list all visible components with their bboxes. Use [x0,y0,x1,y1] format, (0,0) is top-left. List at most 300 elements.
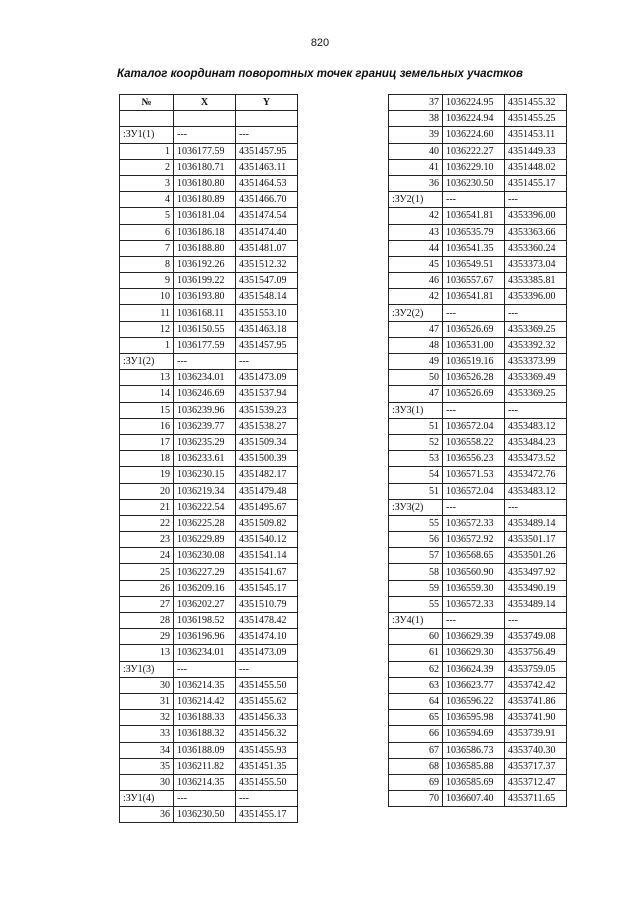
x-coordinate-cell: 1036531.00 [443,337,505,353]
x-coordinate-cell: 1036202.27 [174,596,236,612]
table-row [389,564,567,580]
y-coordinate-cell: 4353373.04 [505,256,567,272]
table-row [120,564,298,580]
y-coordinate-cell: 4351453.11 [505,127,567,143]
x-coordinate-cell: 1036180.80 [174,175,236,191]
x-coordinate-cell: 1036224.95 [443,95,505,111]
table-row [120,240,298,256]
x-coordinate-cell: 1036557.67 [443,273,505,289]
table-row [389,175,567,191]
point-number-cell: 21 [120,499,174,515]
table-row [120,208,298,224]
x-coordinate-cell: 1036229.89 [174,532,236,548]
table-row [389,159,567,175]
point-number-cell: 30 [120,774,174,790]
y-coordinate-cell: 4351455.62 [236,693,298,709]
y-coordinate-cell: 4353396.00 [505,208,567,224]
x-coordinate-cell: --- [174,791,236,807]
table-row [120,726,298,742]
table-row [120,629,298,645]
point-number-cell: 34 [120,742,174,758]
table-row [120,192,298,208]
x-coordinate-cell: --- [443,613,505,629]
point-number-cell: 54 [389,467,443,483]
y-coordinate-cell: 4353473.52 [505,451,567,467]
x-coordinate-cell: 1036177.59 [174,337,236,353]
x-coordinate-cell: 1036227.29 [174,564,236,580]
table-row [120,175,298,191]
point-number-cell: 20 [120,483,174,499]
y-coordinate-cell: 4351510.79 [236,596,298,612]
y-coordinate-cell: 4353741.90 [505,710,567,726]
y-coordinate-cell: --- [236,354,298,370]
table-row [389,240,567,256]
point-number-cell: 62 [389,661,443,677]
point-number-cell: 65 [389,710,443,726]
table-row [389,693,567,709]
table-row [120,483,298,499]
y-coordinate-cell: 4351455.17 [505,175,567,191]
table-row [389,256,567,272]
point-number-cell: 58 [389,564,443,580]
table-row [389,95,567,111]
x-coordinate-cell: 1036594.69 [443,726,505,742]
x-coordinate-cell: --- [174,661,236,677]
y-coordinate-cell: 4351509.34 [236,434,298,450]
x-coordinate-cell: 1036596.22 [443,693,505,709]
y-coordinate-cell: 4353369.25 [505,386,567,402]
y-coordinate-cell: 4353490.19 [505,580,567,596]
point-number-cell: 36 [120,807,174,823]
x-coordinate-cell: 1036560.90 [443,564,505,580]
table-row [120,305,298,321]
y-coordinate-cell: 4353472.76 [505,467,567,483]
x-coordinate-cell: 1036193.80 [174,289,236,305]
x-coordinate-cell: 1036180.71 [174,159,236,175]
table-row [120,451,298,467]
x-coordinate-cell: --- [443,402,505,418]
table-row [120,159,298,175]
x-coordinate-cell: 1036235.29 [174,434,236,450]
table-row [120,111,298,127]
y-coordinate-cell: 4351479.48 [236,483,298,499]
table-row [120,710,298,726]
x-coordinate-cell: --- [443,305,505,321]
y-coordinate-cell: 4353369.25 [505,321,567,337]
x-coordinate-cell: 1036177.59 [174,143,236,159]
point-number-cell: 1 [120,337,174,353]
point-number-cell: :ЗУ3(1) [389,402,443,418]
point-number-cell: :ЗУ2(2) [389,305,443,321]
table-row [389,386,567,402]
point-number-cell: :ЗУ1(2) [120,354,174,370]
header-x: X [174,95,236,111]
point-number-cell: 60 [389,629,443,645]
point-number-cell: :ЗУ1(3) [120,661,174,677]
y-coordinate-cell: 4351463.11 [236,159,298,175]
point-number-cell: 8 [120,256,174,272]
table-row [120,143,298,159]
y-coordinate-cell: 4353396.00 [505,289,567,305]
table-row [120,402,298,418]
point-number-cell: 64 [389,693,443,709]
x-coordinate-cell: 1036519.16 [443,354,505,370]
x-coordinate-cell: 1036188.80 [174,240,236,256]
table-row [120,645,298,661]
table-row [120,661,298,677]
x-coordinate-cell: 1036629.39 [443,629,505,645]
x-coordinate-cell: 1036224.60 [443,127,505,143]
x-coordinate-cell: 1036595.98 [443,710,505,726]
table-row [120,532,298,548]
y-coordinate-cell: 4351466.70 [236,192,298,208]
x-coordinate-cell: 1036196.96 [174,629,236,645]
point-number-cell: 44 [389,240,443,256]
x-coordinate-cell: --- [443,192,505,208]
point-number-cell: 22 [120,515,174,531]
point-number-cell: 37 [389,95,443,111]
point-number-cell: 7 [120,240,174,256]
table-row [120,596,298,612]
x-coordinate-cell: 1036214.42 [174,693,236,709]
y-coordinate-cell: 4351553.10 [236,305,298,321]
x-coordinate-cell: 1036572.33 [443,515,505,531]
coordinates-table-left [119,94,298,823]
y-coordinate-cell: 4351457.95 [236,143,298,159]
y-coordinate-cell: 4351547.09 [236,273,298,289]
point-number-cell: 50 [389,370,443,386]
x-coordinate-cell: 1036199.22 [174,273,236,289]
point-number-cell: 40 [389,143,443,159]
table-row [120,580,298,596]
point-number-cell: 15 [120,402,174,418]
table-row [120,742,298,758]
y-coordinate-cell: 4353749.08 [505,629,567,645]
point-number-cell: 56 [389,532,443,548]
point-number-cell: 27 [120,596,174,612]
x-coordinate-cell: 1036188.32 [174,726,236,742]
table-row [389,596,567,612]
x-coordinate-cell: 1036225.28 [174,515,236,531]
point-number-cell: 66 [389,726,443,742]
point-number-cell: 57 [389,548,443,564]
x-coordinate-cell: 1036541.81 [443,208,505,224]
point-number-cell: 55 [389,515,443,531]
y-coordinate-cell: 4353741.86 [505,693,567,709]
point-number-cell: 18 [120,451,174,467]
point-number-cell: 42 [389,289,443,305]
y-coordinate-cell: 4353392.32 [505,337,567,353]
table-row [389,758,567,774]
x-coordinate-cell: 1036230.15 [174,467,236,483]
point-number-cell: 51 [389,418,443,434]
point-number-cell: 36 [389,175,443,191]
y-coordinate-cell: 4351449.33 [505,143,567,159]
y-coordinate-cell: 4351451.35 [236,758,298,774]
y-coordinate-cell: 4351548.14 [236,289,298,305]
y-coordinate-cell: 4351473.09 [236,370,298,386]
point-number-cell: 42 [389,208,443,224]
x-coordinate-cell: 1036526.28 [443,370,505,386]
x-coordinate-cell: 1036222.54 [174,499,236,515]
table-row [389,791,567,807]
x-coordinate-cell: 1036219.34 [174,483,236,499]
y-coordinate-cell: 4353711.65 [505,791,567,807]
y-coordinate-cell: 4351537.94 [236,386,298,402]
x-coordinate-cell: 1036188.09 [174,742,236,758]
point-number-cell: 13 [120,645,174,661]
point-number-cell: 47 [389,386,443,402]
point-number-cell: 17 [120,434,174,450]
y-coordinate-cell: 4353369.49 [505,370,567,386]
x-coordinate-cell: --- [174,127,236,143]
point-number-cell: :ЗУ1(4) [120,791,174,807]
y-coordinate-cell: 4351495.67 [236,499,298,515]
x-coordinate-cell: 1036234.01 [174,645,236,661]
table-row [120,499,298,515]
x-coordinate-cell: 1036559.30 [443,580,505,596]
point-number-cell: :ЗУ1(1) [120,127,174,143]
table-row [120,354,298,370]
x-coordinate-cell: 1036180.89 [174,192,236,208]
x-coordinate-cell: 1036150.55 [174,321,236,337]
x-coordinate-cell: 1036211.82 [174,758,236,774]
table-row [120,127,298,143]
y-coordinate-cell: 4353739.91 [505,726,567,742]
table-row [389,289,567,305]
point-number-cell: 25 [120,564,174,580]
x-coordinate-cell: 1036571.53 [443,467,505,483]
table-row [120,515,298,531]
x-coordinate-cell: 1036239.77 [174,418,236,434]
y-coordinate-cell: 4351455.50 [236,677,298,693]
point-number-cell: :ЗУ2(1) [389,192,443,208]
point-number-cell: 38 [389,111,443,127]
point-number-cell: 12 [120,321,174,337]
table-row [120,467,298,483]
y-coordinate-cell: --- [505,192,567,208]
point-number-cell: 4 [120,192,174,208]
table-row [120,224,298,240]
y-coordinate-cell: 4353756.49 [505,645,567,661]
point-number-cell: 41 [389,159,443,175]
table-row [120,758,298,774]
point-number-cell: 26 [120,580,174,596]
point-number-cell: 11 [120,305,174,321]
x-coordinate-cell: 1036607.40 [443,791,505,807]
y-coordinate-cell: 4353717.37 [505,758,567,774]
y-coordinate-cell: 4351455.93 [236,742,298,758]
table-row [120,774,298,790]
table-row [120,548,298,564]
x-coordinate-cell: 1036192.26 [174,256,236,272]
x-coordinate-cell: 1036234.01 [174,370,236,386]
table-row [389,726,567,742]
x-coordinate-cell: 1036209.16 [174,580,236,596]
x-coordinate-cell: --- [443,499,505,515]
point-number-cell: 10 [120,289,174,305]
y-coordinate-cell: 4351455.32 [505,95,567,111]
x-coordinate-cell: 1036572.04 [443,483,505,499]
y-coordinate-cell: 4351481.07 [236,240,298,256]
point-number-cell: 28 [120,613,174,629]
y-coordinate-cell: --- [505,499,567,515]
y-coordinate-cell: 4351539.23 [236,402,298,418]
point-number-cell [120,111,174,127]
y-coordinate-cell: 4351538.27 [236,418,298,434]
y-coordinate-cell: 4353363.66 [505,224,567,240]
y-coordinate-cell: --- [236,791,298,807]
point-number-cell: 47 [389,321,443,337]
point-number-cell: 61 [389,645,443,661]
table-row [389,370,567,386]
table-row [120,289,298,305]
table-row [389,127,567,143]
table-row [120,273,298,289]
table-row [389,208,567,224]
point-number-cell: 19 [120,467,174,483]
table-row [389,354,567,370]
y-coordinate-cell: 4351457.95 [236,337,298,353]
table-row [389,192,567,208]
x-coordinate-cell: 1036230.50 [443,175,505,191]
table-row [389,580,567,596]
point-number-cell: :ЗУ4(1) [389,613,443,629]
y-coordinate-cell: 4353385.81 [505,273,567,289]
table-row [389,532,567,548]
table-row [120,791,298,807]
x-coordinate-cell: --- [174,354,236,370]
y-coordinate-cell: 4353742.42 [505,677,567,693]
x-coordinate-cell: 1036624.39 [443,661,505,677]
table-row [389,451,567,467]
table-row [389,402,567,418]
table-row [389,710,567,726]
point-number-cell: 32 [120,710,174,726]
point-number-cell: 30 [120,677,174,693]
point-number-cell: 59 [389,580,443,596]
x-coordinate-cell: 1036230.50 [174,807,236,823]
table-row [120,386,298,402]
point-number-cell: 16 [120,418,174,434]
table-row [120,613,298,629]
table-row [389,337,567,353]
table-row [389,483,567,499]
x-coordinate-cell: 1036181.04 [174,208,236,224]
y-coordinate-cell: 4351545.17 [236,580,298,596]
x-coordinate-cell: 1036549.51 [443,256,505,272]
table-row [389,645,567,661]
x-coordinate-cell: 1036186.18 [174,224,236,240]
table-row [389,305,567,321]
point-number-cell: 49 [389,354,443,370]
table-row [389,111,567,127]
table-row [389,143,567,159]
y-coordinate-cell: 4351474.40 [236,224,298,240]
table-row [389,548,567,564]
x-coordinate-cell: 1036541.81 [443,289,505,305]
point-number-cell: 55 [389,596,443,612]
y-coordinate-cell: --- [505,402,567,418]
table-row [389,224,567,240]
point-number-cell: 52 [389,434,443,450]
header-number: № [120,95,174,111]
x-coordinate-cell: 1036572.33 [443,596,505,612]
point-number-cell: 43 [389,224,443,240]
point-number-cell: 39 [389,127,443,143]
y-coordinate-cell: 4351540.12 [236,532,298,548]
table-row [389,515,567,531]
table-row [389,629,567,645]
y-coordinate-cell: 4351455.50 [236,774,298,790]
y-coordinate-cell: 4351455.17 [236,807,298,823]
y-coordinate-cell: 4351456.33 [236,710,298,726]
table-row [389,499,567,515]
x-coordinate-cell: 1036198.52 [174,613,236,629]
table-row [389,434,567,450]
x-coordinate-cell: 1036239.96 [174,402,236,418]
y-coordinate-cell: --- [505,305,567,321]
point-number-cell: 67 [389,742,443,758]
y-coordinate-cell: 4353501.17 [505,532,567,548]
point-number-cell: 2 [120,159,174,175]
point-number-cell: 33 [120,726,174,742]
x-coordinate-cell: 1036629.30 [443,645,505,661]
x-coordinate-cell: 1036214.35 [174,677,236,693]
table-row [120,370,298,386]
point-number-cell: 1 [120,143,174,159]
x-coordinate-cell: 1036586.73 [443,742,505,758]
point-number-cell: 5 [120,208,174,224]
table-row [389,661,567,677]
table-row [120,807,298,823]
x-coordinate-cell [174,111,236,127]
y-coordinate-cell: 4351541.67 [236,564,298,580]
y-coordinate-cell: 4351512.32 [236,256,298,272]
point-number-cell: 9 [120,273,174,289]
y-coordinate-cell: 4351474.54 [236,208,298,224]
y-coordinate-cell: 4353489.14 [505,515,567,531]
point-number-cell: 51 [389,483,443,499]
x-coordinate-cell: 1036556.23 [443,451,505,467]
point-number-cell: 68 [389,758,443,774]
table-row [389,677,567,693]
x-coordinate-cell: 1036585.69 [443,774,505,790]
table-row [389,742,567,758]
y-coordinate-cell: 4351456.32 [236,726,298,742]
point-number-cell: 24 [120,548,174,564]
x-coordinate-cell: 1036585.88 [443,758,505,774]
y-coordinate-cell: 4351463.18 [236,321,298,337]
table-row [389,774,567,790]
y-coordinate-cell: 4353483.12 [505,483,567,499]
y-coordinate-cell: 4353759.05 [505,661,567,677]
y-coordinate-cell: 4351448.02 [505,159,567,175]
y-coordinate-cell: 4351482.17 [236,467,298,483]
table-row [120,337,298,353]
x-coordinate-cell: 1036558.22 [443,434,505,450]
y-coordinate-cell: 4351541.14 [236,548,298,564]
table-row [120,677,298,693]
point-number-cell: 23 [120,532,174,548]
point-number-cell: 69 [389,774,443,790]
coordinates-table-right [388,94,567,807]
table-row [120,256,298,272]
point-number-cell: 46 [389,273,443,289]
y-coordinate-cell: --- [236,127,298,143]
table-row [389,467,567,483]
point-number-cell: 31 [120,693,174,709]
